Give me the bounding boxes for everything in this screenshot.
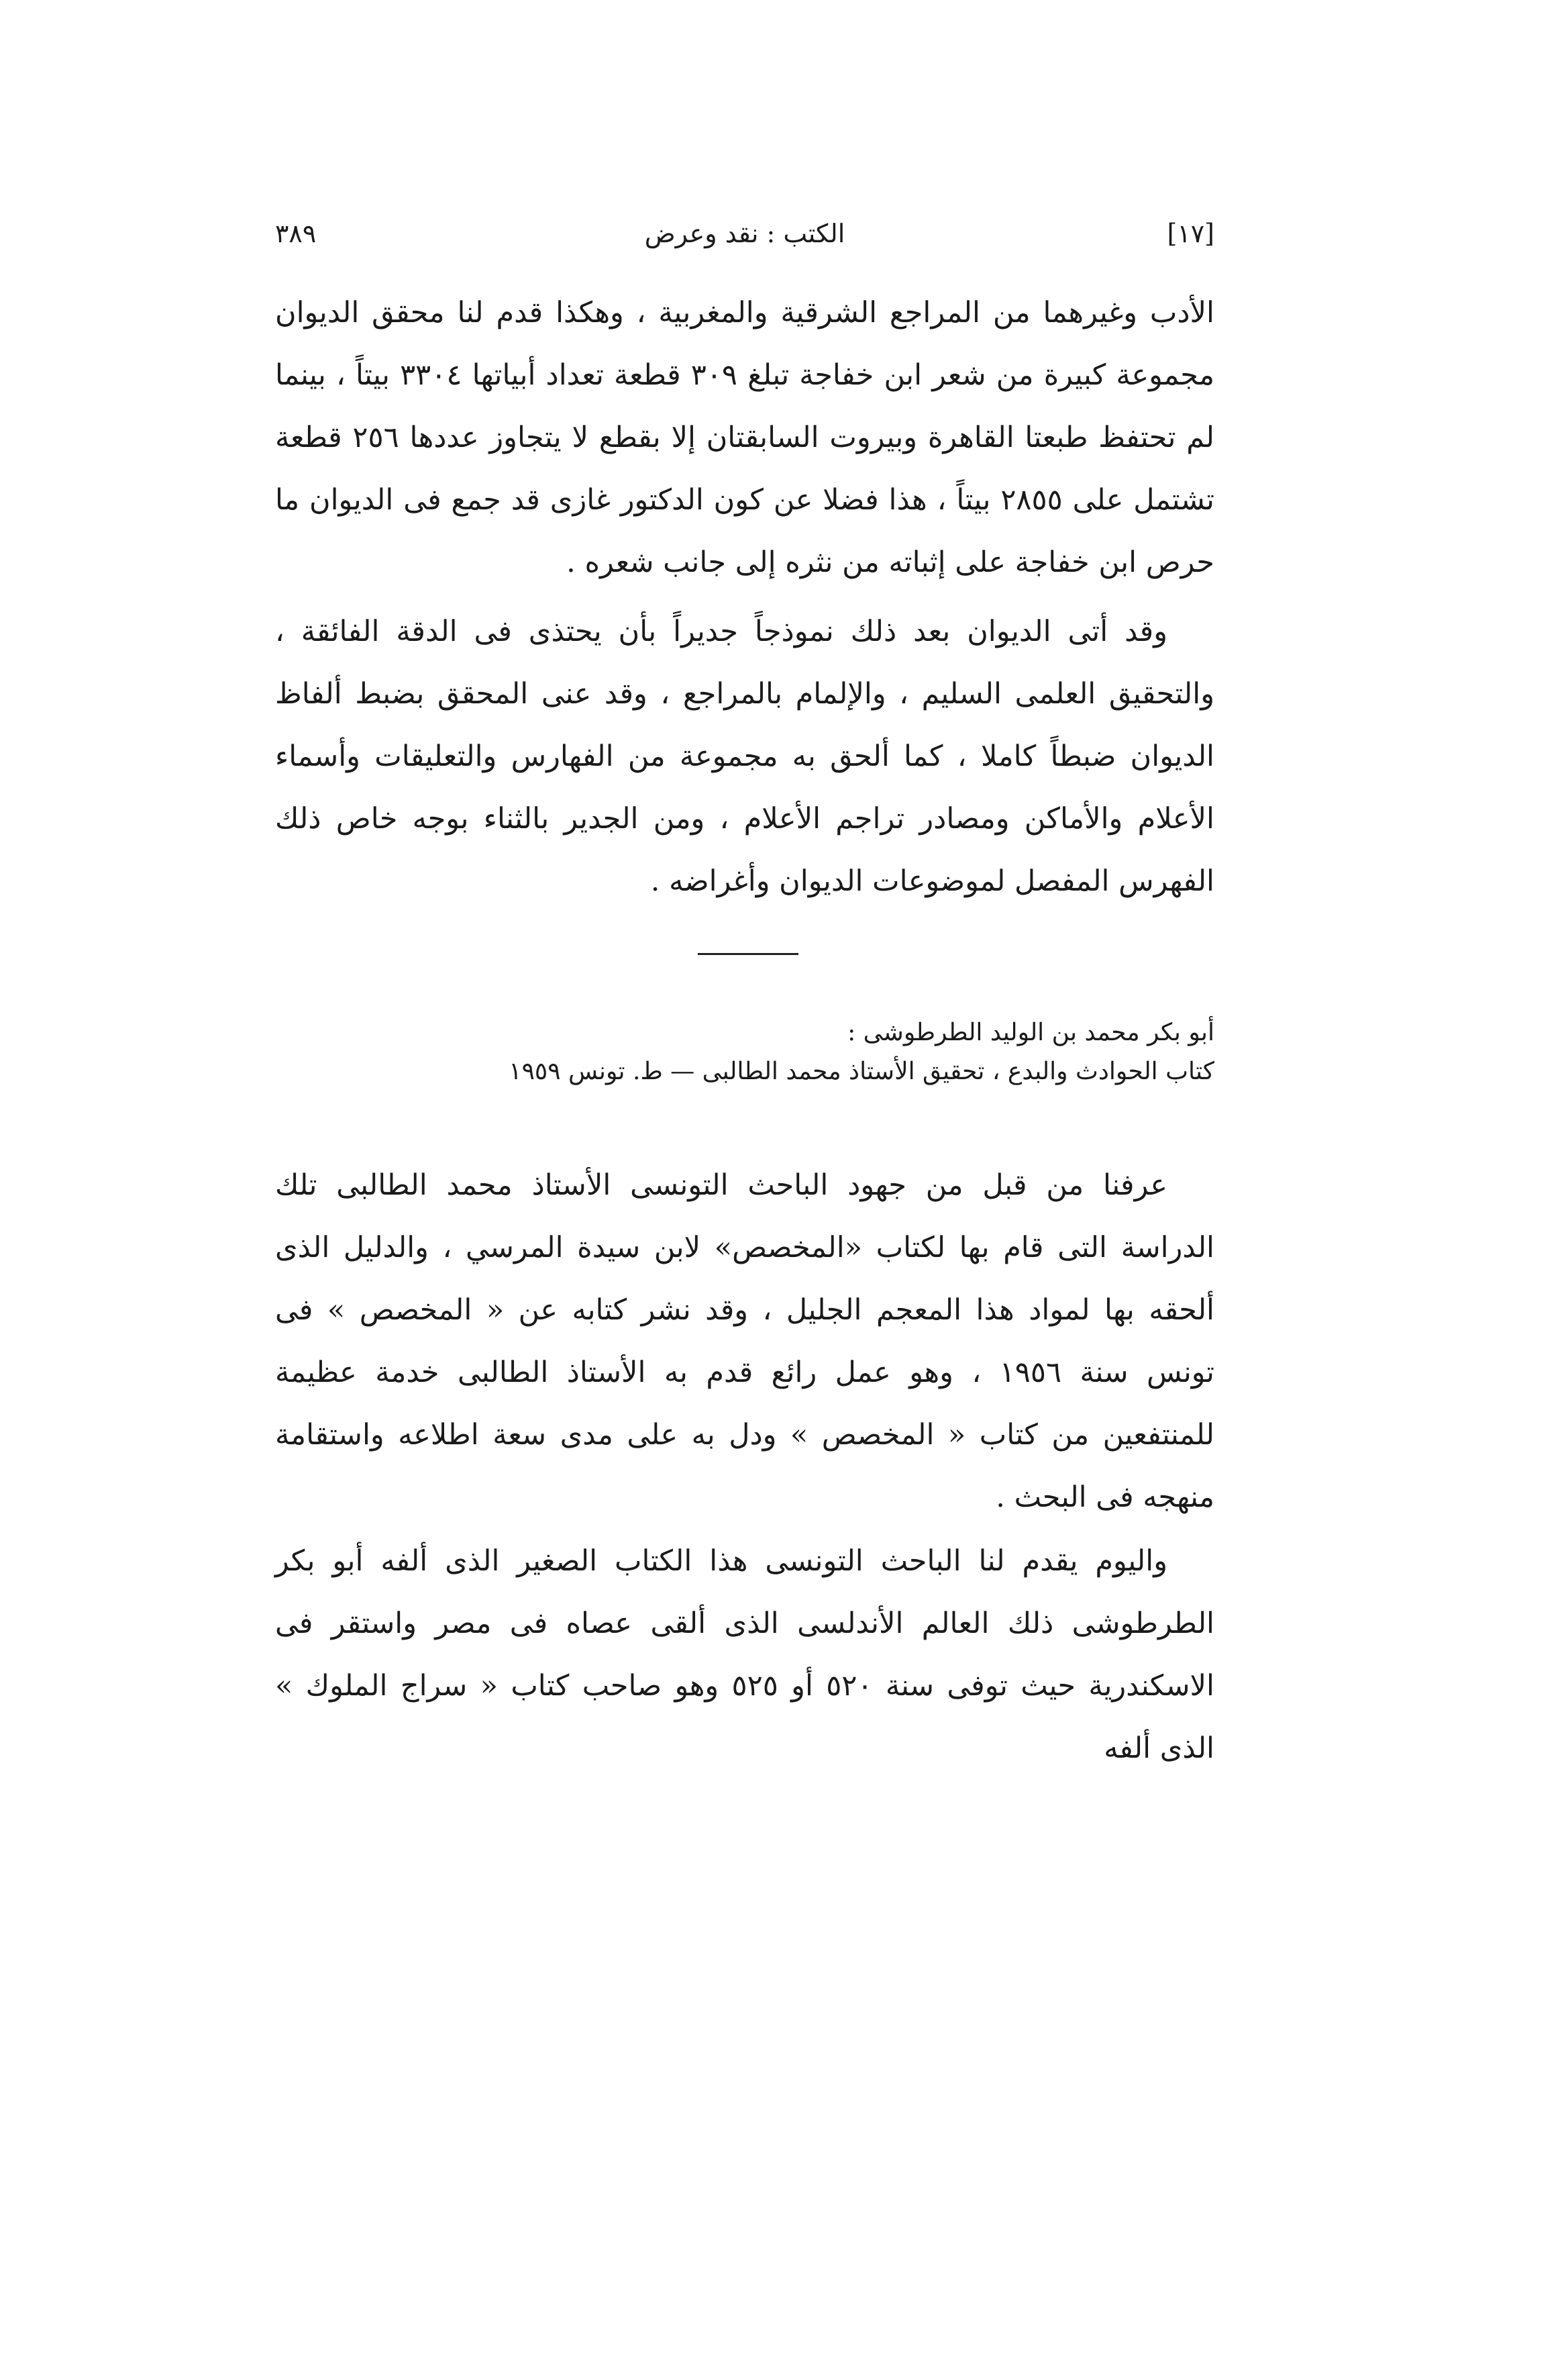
paragraph-text: واليوم يقدم لنا الباحث التونسى هذا الكتاب الصغير الذى ألفه أبو بكر الطرطوشى ذلك العالم الأندلسى الذى ألقى عصاه فى مصر واستقر فى الاسكندرية حيث توفى سنة ٥٢٠ أو ٥٢٥ وهو صاحب كتاب « سراج الملوك » الذى ألفه [275, 1544, 1214, 1765]
running-title: الكتب : نقد وعرض [644, 219, 845, 248]
page-number: ٣٨٩ [275, 219, 317, 248]
citation-title: كتاب الحوادث والبدع ، تحقيق الأستاذ محمد الطالبى — ط. تونس ١٩٥٩ [509, 1058, 1214, 1085]
section-number: [١٧] [1167, 219, 1214, 248]
running-head [275, 213, 1214, 254]
review1-paragraph1 [275, 282, 1214, 594]
review2-paragraph1 [275, 1154, 1214, 1529]
paragraph-text: الأدب وغيرهما من المراجع الشرقية والمغربية ، وهكذا قدم لنا محقق الديوان مجموعة كبيرة من شعر ابن خفاجة تبلغ ٣٠٩ قطعة تعداد أبياتها ٣٣٠٤ بيتاً ، بينما لم تحتفظ طبعتا القاهرة وبيروت السابقتان إلا بقطع لا يتجاوز عددها ٢٥٦ قطعة تشتمل على ٢٨٥٥ بيتاً ، هذا فضلا عن كون الدكتور غازى قد جمع فى الديوان ما حرص ابن خفاجة على إثباته من نثره إلى جانب شعره . [275, 296, 1214, 579]
paragraph-text: وقد أتى الديوان بعد ذلك نموذجاً جديراً بأن يحتذى فى الدقة الفائقة ، والتحقيق العلمى السليم ، والإلمام بالمراجع ، وقد عنى المحقق بضبط ألفاظ الديوان ضبطاً كاملا ، كما ألحق به مجموعة من الفهارس والتعليقات وأسماء الأعلام والأماكن ومصادر تراجم الأعلام ، ومن الجدير بالثناء بوجه خاص ذلك الفهرس المفصل لموضوعات الديوان وأغراضه . [275, 615, 1214, 898]
review2-paragraph2 [275, 1530, 1214, 1780]
section-divider [698, 953, 798, 955]
review1-paragraph2 [275, 601, 1214, 913]
book-citation [275, 1013, 1214, 1091]
paragraph-text: عرفنا من قبل من جهود الباحث التونسى الأستاذ محمد الطالبى تلك الدراسة التى قام بها لكتاب «المخصص» لابن سيدة المرسي ، والدليل الذى ألحقه بها لمواد هذا المعجم الجليل ، وقد نشر كتابه عن « المخصص » فى تونس سنة ١٩٥٦ ، وهو عمل رائع قدم به الأستاذ الطالبى خدمة عظيمة للمنتفعين من كتاب « المخصص » ودل به على مدى سعة اطلاعه واستقامة منهجه فى البحث . [275, 1168, 1214, 1514]
citation-author: أبو بكر محمد بن الوليد الطرطوشى : [847, 1019, 1214, 1046]
